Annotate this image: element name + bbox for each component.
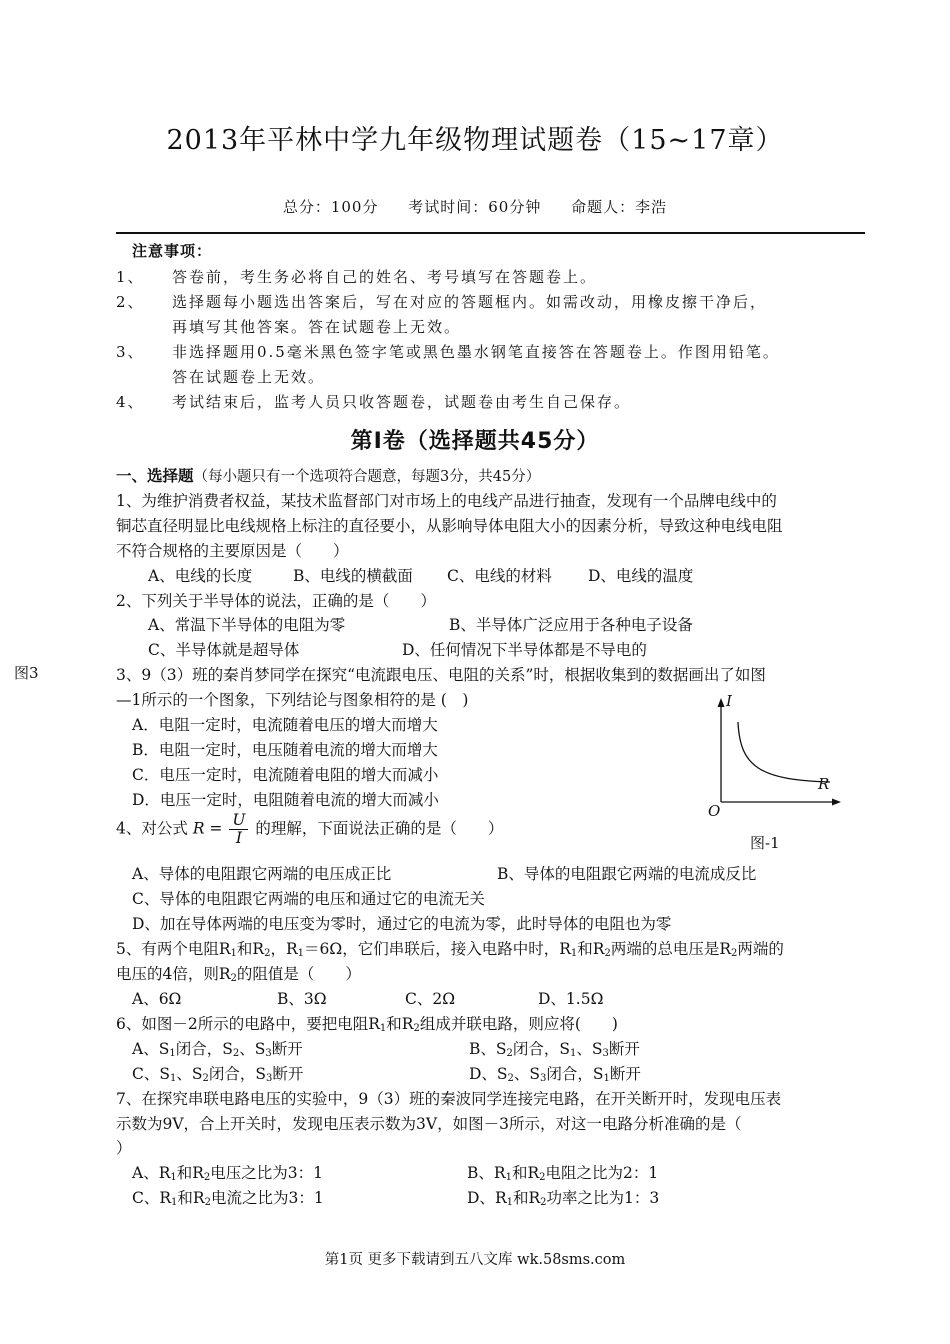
option: D、1.5Ω bbox=[538, 990, 604, 1008]
x-axis-arrow bbox=[832, 799, 841, 806]
question-line: 7、在探究串联电路电压的实验中，9（3）班的秦波同学连接完电路，在开关断开时，发现电压表 bbox=[116, 1090, 782, 1108]
option: D、$S_2$、$S_3$闭合，$S_1$断开 bbox=[469, 1065, 641, 1084]
note-item: 2、 选择题每小题选出答案后，写在对应的答题框内。如需改动，用橡皮擦干净后， bbox=[116, 293, 768, 311]
formula-fraction: $\frac{U}{I}$ bbox=[229, 812, 248, 847]
option: A、$S_1$闭合，$S_2$、$S_3$断开 bbox=[132, 1040, 303, 1059]
option: A、6Ω bbox=[132, 990, 182, 1008]
question-line: 1、为维护消费者权益，某技术监督部门对市场上的电线产品进行抽查，发现有一个品牌电线中的 bbox=[116, 492, 777, 510]
question-line: 5、有两个电阻$R_1$和$R_2$，$R_1=6\Omega$，它们串联后，接入电路中时，$R_1$和$R_2$两端的总电压是$R_2$两端的 bbox=[116, 940, 784, 959]
note-item-cont: 再填写其他答案。答在试题卷上无效。 bbox=[172, 318, 462, 336]
option: B、$R_1$和$R_2$电阻之比为2：1 bbox=[467, 1164, 659, 1183]
exam-title: 2013年平林中学九年级物理试题卷（15~17章） bbox=[166, 125, 784, 156]
option: B、电线的横截面 bbox=[293, 567, 413, 585]
option: B、$S_2$闭合，$S_1$、$S_3$断开 bbox=[469, 1040, 640, 1059]
question-line: 电压的4倍，则$R_2$的阻值是（ ） bbox=[116, 965, 361, 984]
part-heading bbox=[116, 464, 540, 486]
question-line: 6、如图－2所示的电路中，要把电阻$R_1$和$R_2$组成并联电路，则应将( ) bbox=[116, 1015, 618, 1034]
option: C、导体的电阻跟它两端的电压和通过它的电流无关 bbox=[132, 890, 485, 908]
notes-heading: 注意事项： bbox=[132, 242, 213, 260]
question-line: 2、下列关于半导体的说法，正确的是（ ） bbox=[116, 592, 436, 610]
option: B、导体的电阻跟它两端的电流成反比 bbox=[497, 865, 757, 883]
question-line: 示数为9V，合上开关时，发现电压表示数为3V，如图－3所示，对这一电路分析准确的是（ bbox=[116, 1115, 742, 1133]
option: B、3Ω bbox=[277, 990, 327, 1008]
question-line: ） bbox=[116, 1139, 132, 1157]
note-item: 3、 非选择题用0.5毫米黑色签字笔或黑色墨水钢笔直接答在答题卷上。作图用铅笔。 bbox=[116, 343, 780, 361]
section-title: 第Ⅰ卷（选择题共45分） bbox=[350, 429, 600, 454]
option: C．电压一定时，电流随着电阻的增大而减小 bbox=[132, 766, 439, 784]
question-line: 不符合规格的主要原因是（ ） bbox=[116, 542, 349, 560]
exam-author: 命题人：李浩 bbox=[571, 198, 668, 216]
note-item: 1、 答卷前，考生务必将自己的姓名、考号填写在答题卷上。 bbox=[116, 268, 598, 286]
total-score: 总分：100分 bbox=[282, 198, 379, 216]
exam-time: 考试时间：60分钟 bbox=[408, 198, 542, 216]
exam-meta bbox=[0, 196, 950, 217]
option: A、$R_1$和$R_2$电压之比为3：1 bbox=[132, 1164, 324, 1183]
option: C、半导体就是超导体 bbox=[148, 641, 300, 659]
option: D、任何情况下半导体都是不导电的 bbox=[402, 641, 647, 659]
option: D．电压一定时，电阻随着电流的增大而减小 bbox=[132, 791, 439, 809]
option: B、半导体广泛应用于各种电子设备 bbox=[449, 616, 693, 634]
graph-origin-label: O bbox=[708, 802, 721, 820]
graph-caption: 图-1 bbox=[750, 834, 780, 852]
option: D、$R_1$和$R_2$功率之比为1：3 bbox=[467, 1189, 660, 1208]
formula-lhs: R = bbox=[192, 819, 223, 838]
option: A、电线的长度 bbox=[148, 567, 253, 585]
part-label: 一、选择题 bbox=[116, 467, 194, 485]
option: C、电线的材料 bbox=[447, 567, 552, 585]
question-line: 3、9（3）班的秦肖梦同学在探究“电流跟电压、电阻的关系”时，根据收集到的数据画出了如图 bbox=[116, 666, 766, 684]
y-axis-arrow bbox=[718, 698, 725, 707]
option: D、电线的温度 bbox=[588, 567, 694, 585]
side-figure-label: 图3 bbox=[14, 664, 39, 682]
option: A、常温下半导体的电阻为零 bbox=[148, 616, 346, 634]
option: C、2Ω bbox=[405, 990, 456, 1008]
page-footer: 第1页 更多下载请到五八文库 wk.58sms.com bbox=[324, 1252, 626, 1268]
graph-y-label: I bbox=[726, 692, 732, 710]
inverse-curve bbox=[738, 722, 830, 782]
option: C、$R_1$和$R_2$电流之比为3：1 bbox=[132, 1189, 324, 1208]
option: B．电阻一定时，电压随着电流的增大而增大 bbox=[132, 741, 438, 759]
note-item-cont: 答在试题卷上无效。 bbox=[172, 368, 326, 386]
header-divider bbox=[116, 232, 865, 234]
part-desc: （每小题只有一个选项符合题意，每题3分，共45分） bbox=[193, 469, 541, 485]
current-resistance-graph bbox=[700, 692, 850, 822]
option: D、加在导体两端的电压变为零时，通过它的电流为零，此时导体的电阻也为零 bbox=[132, 915, 672, 933]
option: A．电阻一定时，电流随着电压的增大而增大 bbox=[132, 716, 438, 734]
question-line: 4、对公式 R = $\frac{U}{I}$ 的理解，下面说法正确的是（ ） bbox=[116, 811, 504, 848]
option: C、$S_1$、$S_2$闭合，$S_3$断开 bbox=[132, 1065, 304, 1084]
option: A、导体的电阻跟它两端的电压成正比 bbox=[132, 865, 392, 883]
graph-x-label: R bbox=[818, 775, 830, 793]
question-line: 铜芯直径明显比电线规格上标注的直径要小，从影响导体电阻大小的因素分析，导致这种电线电阻 bbox=[116, 517, 783, 535]
question-line: —1所示的一个图象，下列结论与图象相符的是 ( ) bbox=[116, 691, 469, 709]
note-item: 4、 考试结束后，监考人员只收答题卷，试题卷由考生自己保存。 bbox=[116, 393, 632, 411]
